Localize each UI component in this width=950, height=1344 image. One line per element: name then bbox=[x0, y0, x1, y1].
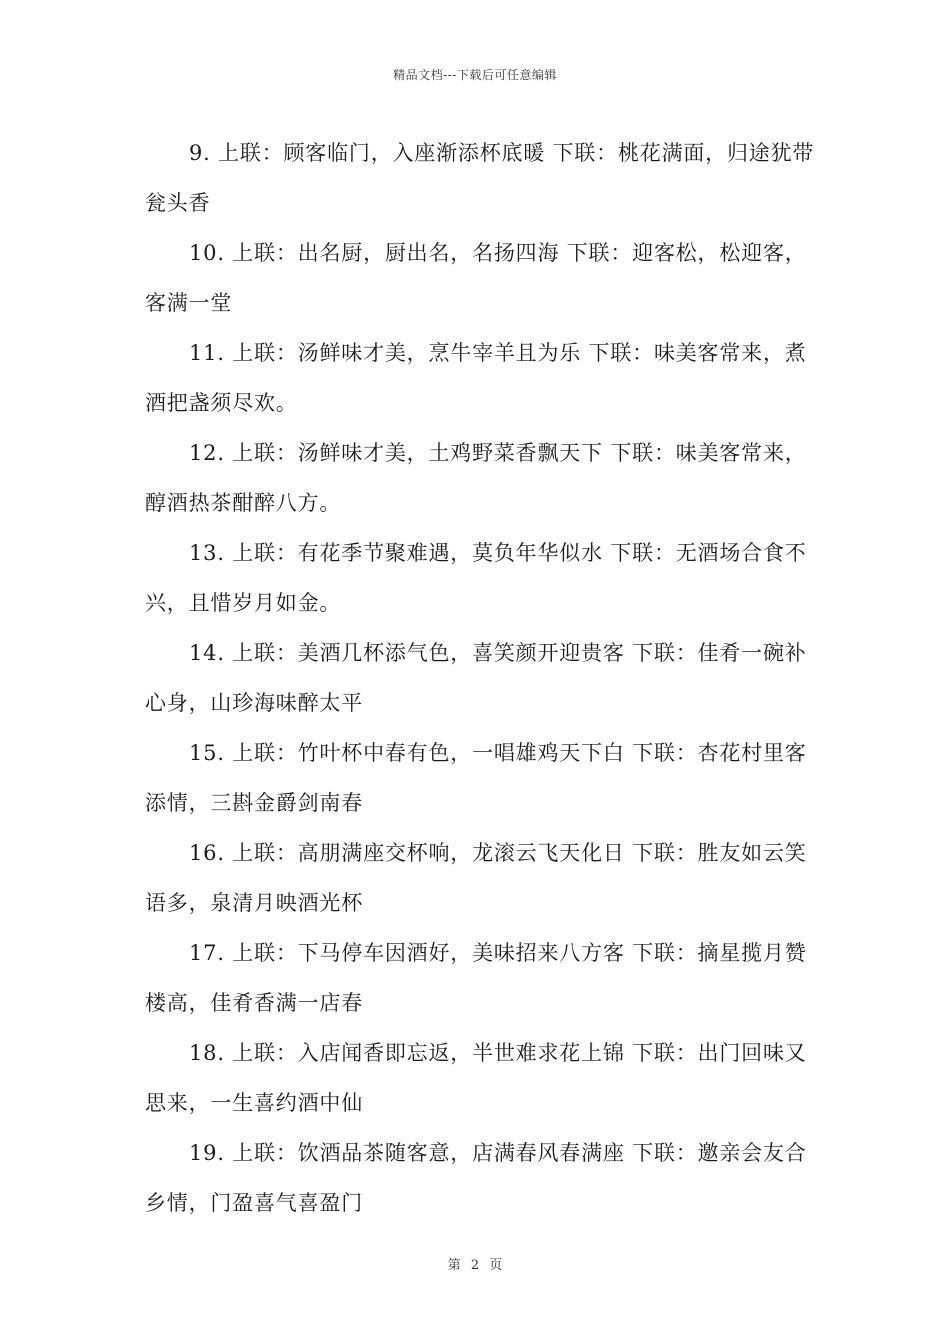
page-number: 2 bbox=[470, 1258, 480, 1273]
couplet-paragraph: 16. 上联：高朋满座交杯响，龙滚云飞天化日 下联：胜友如云笑语多，泉清月映酒光杯 bbox=[145, 841, 807, 915]
page-number-suffix: 页 bbox=[489, 1258, 503, 1273]
couplet-paragraph: 13. 上联：有花季节聚难遇，莫负年华似水 下联：无酒场合食不兴，且惜岁月如金。 bbox=[145, 541, 807, 615]
couplet-paragraph: 15. 上联：竹叶杯中春有色，一唱雄鸡天下白 下联：杏花村里客添情，三斟金爵剑南春 bbox=[145, 741, 807, 815]
couplet-paragraph: 12. 上联：汤鲜味才美，土鸡野菜香飘天下 下联：味美客常来，醇酒热茶酣醉八方。 bbox=[145, 441, 807, 515]
couplet-paragraph: 18. 上联：入店闻香即忘返，半世难求花上锦 下联：出门回味又思来，一生喜约酒中仙 bbox=[145, 1041, 807, 1115]
couplet-paragraph: 19. 上联：饮酒品茶随客意，店满春风春满座 下联：邀亲会友合乡情，门盈喜气喜盈门 bbox=[145, 1141, 807, 1215]
couplet-paragraph: 9. 上联：顾客临门，入座渐添杯底暖 下联：桃花满面，归途犹带瓮头香 bbox=[145, 141, 815, 215]
couplet-paragraph: 17. 上联：下马停车因酒好，美味招来八方客 下联：摘星揽月赞楼高，佳肴香满一店春 bbox=[145, 941, 807, 1015]
couplet-paragraph: 10. 上联：出名厨，厨出名，名扬四海 下联：迎客松，松迎客，客满一堂 bbox=[145, 241, 807, 315]
couplet-paragraph: 14. 上联：美酒几杯添气色，喜笑颜开迎贵客 下联：佳肴一碗补心身，山珍海味醉太平 bbox=[145, 641, 807, 715]
page-header: 精品文档---下载后可任意编辑 bbox=[393, 68, 557, 82]
page-footer bbox=[0, 1254, 950, 1273]
couplet-paragraph: 11. 上联：汤鲜味才美，烹牛宰羊且为乐 下联：味美客常来，煮酒把盏须尽欢。 bbox=[145, 341, 807, 415]
document-body bbox=[145, 128, 815, 1228]
page-number-prefix: 第 bbox=[447, 1258, 461, 1273]
